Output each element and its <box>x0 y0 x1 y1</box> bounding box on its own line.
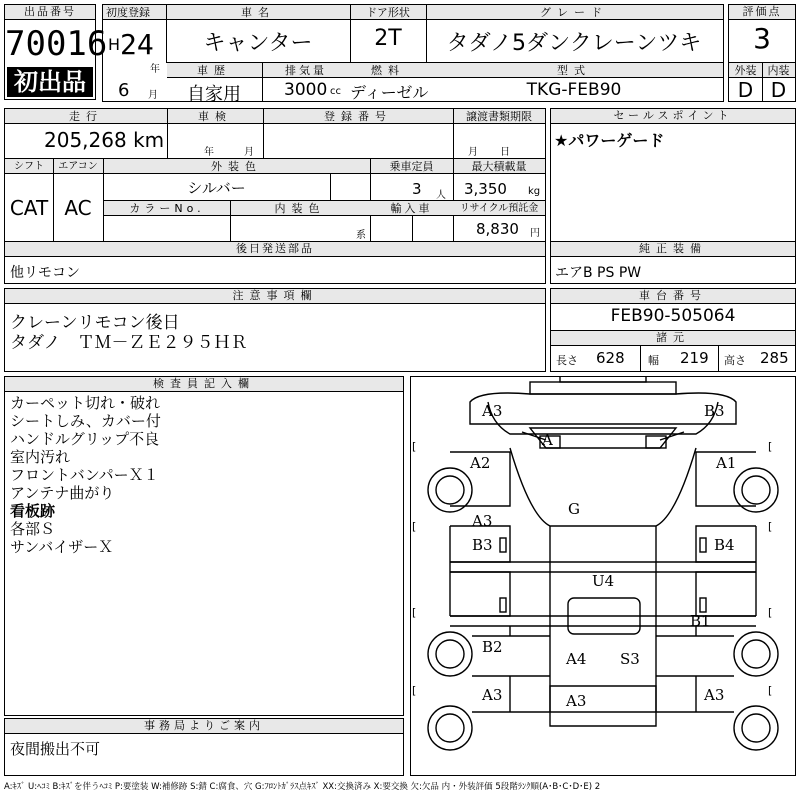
score: 3 <box>753 22 771 55</box>
damage-mark: U4 <box>592 572 615 590</box>
first-reg-year: 24 <box>120 28 154 61</box>
sales-point: ★パワーゲード <box>554 131 665 150</box>
recycle-label: リサイクル預託金 <box>459 203 539 214</box>
length: 628 <box>596 349 625 367</box>
recycle-fee: 8,830 <box>476 220 519 238</box>
kg-unit: kg <box>528 186 541 197</box>
bracket-mark: [ <box>412 606 417 619</box>
inspection-label: 車検 <box>198 110 232 123</box>
transfer-doc-label: 譲渡書類期限 <box>466 110 532 123</box>
exterior-score: D <box>737 78 754 102</box>
damage-mark: A3 <box>704 686 725 704</box>
ext-color: シルバー <box>187 179 246 197</box>
transfer-day-unit: 日 <box>500 147 510 158</box>
damage-mark: A <box>542 431 553 449</box>
cc-unit: cc <box>330 86 341 97</box>
first-reg-label: 初度登録 <box>106 6 150 19</box>
notes-label: 注意事項欄 <box>5 289 545 304</box>
bracket-mark: [ <box>412 684 417 697</box>
inspector-note-3: ハンドルグリップ不良 <box>10 430 160 448</box>
inspector-note-5: フロントバンパーＸ１ <box>10 466 159 484</box>
car-name-label: 車名 <box>241 6 275 19</box>
capacity-label: 乗車定員 <box>389 160 434 173</box>
damage-mark: B4 <box>714 536 735 554</box>
damage-mark: A3 <box>566 692 587 710</box>
history-label: 車歴 <box>197 64 231 77</box>
later-parts: 他リモコン <box>10 265 80 281</box>
genuine-equip: エアB PS PW <box>555 265 642 281</box>
damage-mark: S3 <box>620 650 640 668</box>
reg-no-label: 登録番号 <box>324 110 392 123</box>
genuine-equip-label: 純正装備 <box>551 242 795 257</box>
damage-mark: A3 <box>472 512 493 530</box>
office-note: 夜間搬出不可 <box>10 740 101 758</box>
mileage-label: 走行 <box>69 110 103 123</box>
inspector-note-6: アンテナ曲がり <box>10 484 115 502</box>
door-label: ドア形状 <box>366 6 410 19</box>
dims-label: 諸元 <box>551 331 795 346</box>
fuel: ディーゼル <box>350 83 429 102</box>
lot-number: 70016 <box>5 24 108 64</box>
interior-label: 内装 <box>767 64 790 77</box>
month-unit: 月 <box>148 90 158 101</box>
capacity: 3 <box>412 180 422 198</box>
model-label: 型式 <box>557 64 591 77</box>
chassis-label: 車台番号 <box>551 289 795 304</box>
chassis-number: FEB90-505064 <box>610 306 736 326</box>
damage-mark: B2 <box>482 638 503 656</box>
damage-mark: A3 <box>482 686 503 704</box>
length-label: 長さ <box>556 354 578 367</box>
model-code: TKG-FEB90 <box>526 80 622 100</box>
notes-line-2: タダノ ＴＭ－ＺＥ２９５ＨＲ <box>10 333 248 353</box>
shift: CAT <box>9 196 49 220</box>
grade: タダノ5ダンクレーンツキ <box>446 31 702 56</box>
inspector-note-4: 室内汚れ <box>10 448 71 466</box>
max-load: 3,350 <box>464 180 507 198</box>
vehicle-history: 自家用 <box>187 84 241 105</box>
import-label: 輸入車 <box>390 202 433 215</box>
inspector-note-2: シートしみ、カバー付 <box>10 412 161 430</box>
score-label: 評価点 <box>729 5 795 20</box>
interior-score: D <box>770 78 787 102</box>
damage-mark: B1 <box>690 612 711 630</box>
max-load-label: 最大積載量 <box>471 160 527 173</box>
year-unit: 年 <box>150 64 160 75</box>
yen-unit: 円 <box>530 228 540 239</box>
displacement-label: 排気量 <box>285 64 327 77</box>
color-no-label: カラーNo. <box>129 202 205 215</box>
grade-label: グレード <box>540 6 608 19</box>
inspector-note-9: サンバイザーＸ <box>10 538 114 556</box>
bracket-mark: [ <box>768 440 773 453</box>
shift-label: シフト <box>14 161 44 172</box>
aircon: AC <box>64 196 92 220</box>
exterior-label: 外装 <box>734 64 757 77</box>
inspection-year-unit: 年 <box>204 147 214 158</box>
people-unit: 人 <box>436 190 446 201</box>
height-label: 高さ <box>724 354 746 367</box>
notes-line-1: クレーンリモコン後日 <box>10 313 180 333</box>
first-listing-badge: 初出品 <box>7 67 93 97</box>
car-name: キャンター <box>203 31 313 56</box>
lot-number-box <box>4 4 108 100</box>
era: H <box>108 35 121 54</box>
lot-number-label: 出品番号 <box>5 5 95 20</box>
bracket-mark: [ <box>412 440 417 453</box>
width-label: 幅 <box>648 354 659 367</box>
int-color-label: 内装色 <box>274 202 326 215</box>
fuel-label: 燃料 <box>371 64 405 77</box>
ext-color-label: 外装色 <box>211 160 262 173</box>
first-reg-month: 6 <box>118 80 130 101</box>
aircon-label: エアコン <box>58 161 98 172</box>
inspection-month-unit: 月 <box>244 147 254 158</box>
door-type: 2T <box>374 26 402 51</box>
height: 285 <box>760 349 789 367</box>
width: 219 <box>680 349 709 367</box>
damage-mark: A1 <box>716 454 737 472</box>
displacement: 3000 <box>284 80 328 100</box>
inspector-note-1: カーペット切れ・破れ <box>10 394 161 412</box>
sales-point-label: セールスポイント <box>551 109 795 124</box>
inspector-label: 検査員記入欄 <box>5 377 403 392</box>
bracket-mark: [ <box>768 684 773 697</box>
damage-legend: A:ｷｽﾞ U:ﾍｺﾐ B:ｷｽﾞを伴うﾍｺﾐ P:要塗装 W:補修跡 S:錆 C:腐食、穴 G:ﾌﾛﾝﾄｶﾞﾗｽ点ｷｽﾞ XX:交換済み X:要交換 欠:欠品 内・外装評価 5段階ﾗﾝｸ順(A･B･C･D･E) 2 <box>4 782 601 792</box>
office-note-label: 事務局よりご案内 <box>5 719 403 734</box>
damage-mark: A3 <box>482 402 503 420</box>
bracket-mark: [ <box>412 520 417 533</box>
series-unit: 系 <box>356 230 366 241</box>
damage-mark: A2 <box>470 454 491 472</box>
damage-mark: A4 <box>566 650 587 668</box>
inspector-note-8: 各部Ｓ <box>10 520 56 538</box>
mileage: 205,268 km <box>44 128 165 152</box>
damage-mark: B3 <box>704 402 725 420</box>
later-parts-label: 後日発送部品 <box>5 242 545 257</box>
damage-mark: B3 <box>472 536 493 554</box>
bracket-mark: [ <box>768 520 773 533</box>
damage-mark: G <box>568 500 580 518</box>
inspector-note-7: 看板跡 <box>10 502 56 520</box>
transfer-month-unit: 月 <box>468 147 478 158</box>
bracket-mark: [ <box>768 606 773 619</box>
